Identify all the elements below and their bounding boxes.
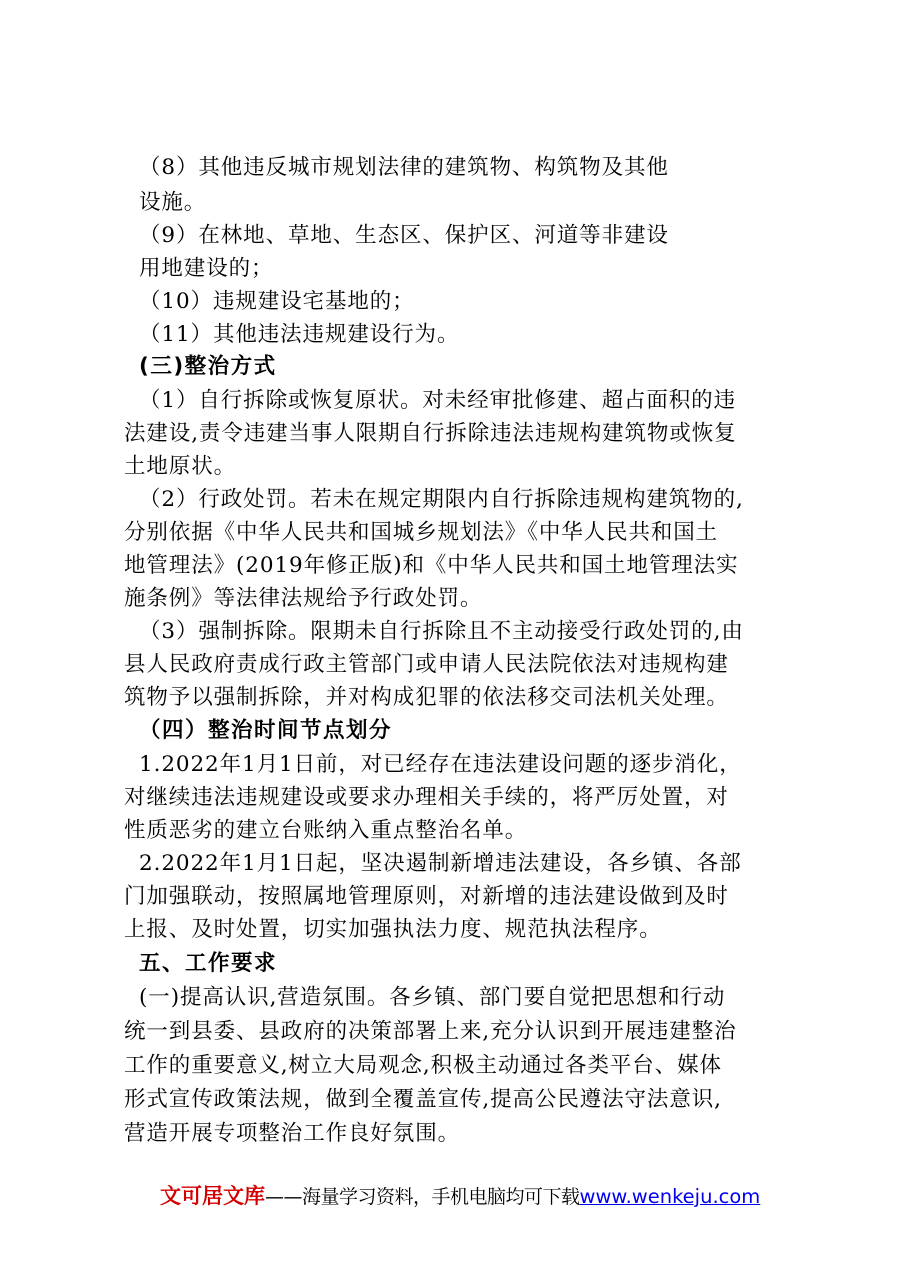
section-heading: (三)整治方式 (139, 354, 277, 379)
text-line: 营造开展专项整治工作良好氛围。 (124, 1121, 461, 1146)
text-line: 施条例》等法律法规给予行政处罚。 (124, 586, 483, 611)
text-line: 门加强联动，按照属地管理原则，对新增的违法建设做到及时 (124, 884, 729, 909)
text-line: 统一到县委、县政府的决策部署上来,充分认识到开展违建整治 (124, 1019, 737, 1044)
text-line: 法建设,责令违建当事人限期自行拆除违法违规构建筑物或恢复 (124, 421, 737, 446)
text-line: （1）自行拆除或恢复原状。对未经审批修建、超占面积的违 (139, 388, 736, 413)
footer-link[interactable]: www.wenkeju.com (579, 1185, 761, 1208)
text-line: （9）在林地、草地、生态区、保护区、河道等非建设 (139, 223, 669, 248)
text-line: （8）其他违反城市规划法律的建筑物、构筑物及其他 (139, 155, 669, 180)
text-line: (一)提高认识,营造氛围。各乡镇、部门要自觉把思想和行动 (139, 985, 726, 1010)
text-line: 对继续违法违规建设或要求办理相关手续的，将严厉处置，对 (124, 785, 729, 810)
text-line: 筑物予以强制拆除，并对构成犯罪的依法移交司法机关处理。 (124, 685, 729, 710)
text-line: 地管理法》(2019年修正版)和《中华人民共和国土地管理法实 (124, 553, 739, 578)
text-line: 2.2022年1月1日起，坚决遏制新增违法建设，各乡镇、各部 (139, 851, 742, 876)
text-line: （10）违规建设宅基地的； (139, 289, 415, 314)
text-line: 用地建设的； (139, 256, 274, 281)
text-line: 工作的重要意义,树立大局观念,积极主动通过各类平台、媒体 (124, 1053, 722, 1078)
text-line: （3）强制拆除。限期未自行拆除且不主动接受行政处罚的,由 (139, 619, 744, 644)
footer-brand: 文可居文库 (160, 1184, 265, 1208)
text-line: （2）行政处罚。若未在规定期限内自行拆除违规构建筑物的, (139, 487, 744, 512)
text-line: 1.2022年1月1日前，对已经存在违法建设问题的逐步消化， (139, 752, 742, 777)
text-line: 形式宣传政策法规，做到全覆盖宣传,提高公民遵法守法意识, (124, 1087, 722, 1112)
text-line: 设施。 (139, 190, 207, 215)
text-line: 上报、及时处置，切实加强执法力度、规范执法程序。 (124, 917, 662, 942)
text-line: （11）其他违法违规建设行为。 (139, 322, 460, 347)
text-line: 土地原状。 (124, 454, 237, 479)
section-heading: （四）整治时间节点划分 (139, 718, 393, 743)
footer-banner (160, 1183, 760, 1210)
footer-tagline: ——海量学习资料，手机电脑均可下载 (265, 1186, 580, 1208)
text-line: 分别依据《中华人民共和国城乡规划法》《中华人民共和国土 (124, 520, 719, 545)
text-line: 县人民政府责成行政主管部门或申请人民法院依法对违规构建 (124, 652, 729, 677)
text-line: 性质恶劣的建立台账纳入重点整治名单。 (124, 818, 528, 843)
section-heading: 五、工作要求 (139, 951, 278, 976)
